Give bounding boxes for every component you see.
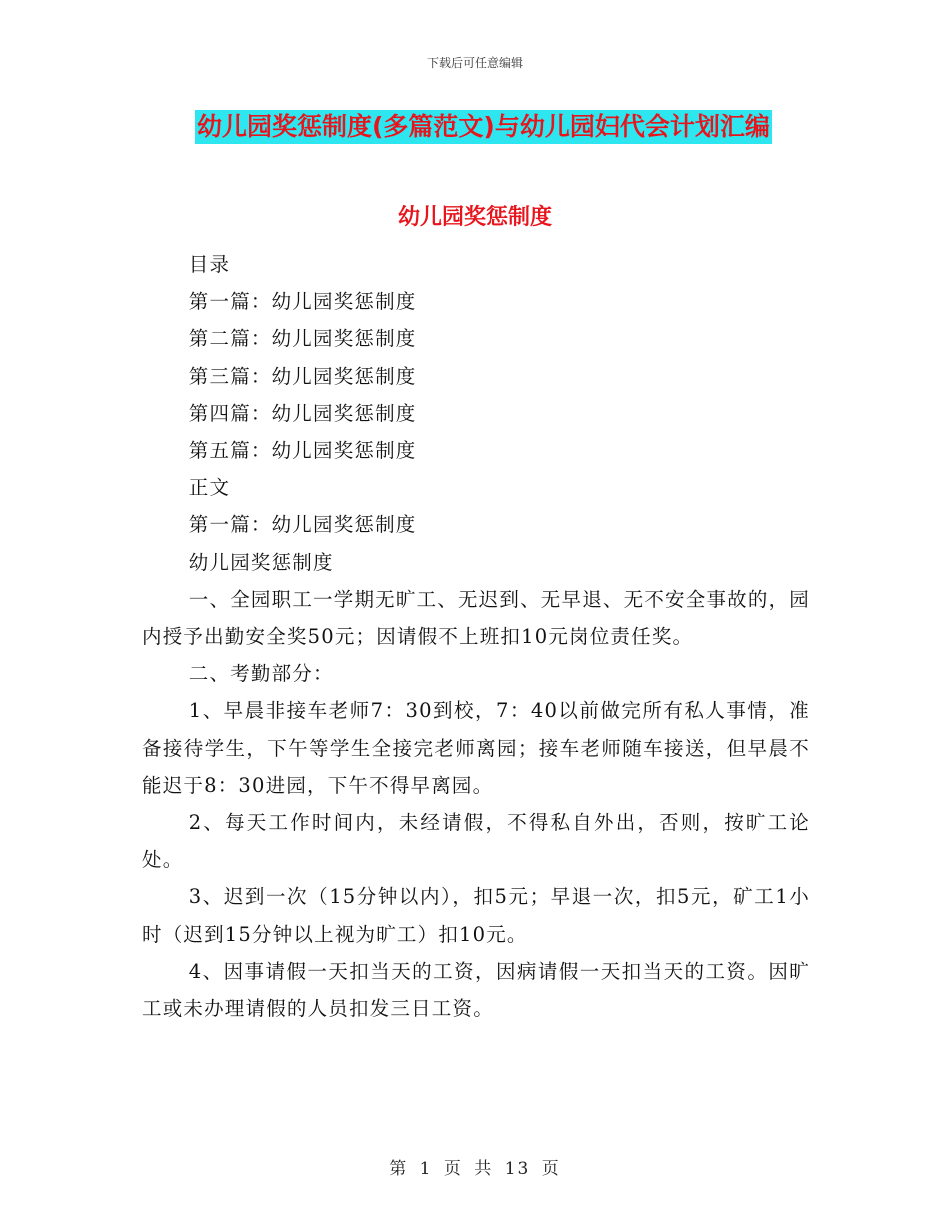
- paragraph-attendance-section: 二、考勤部分：: [188, 662, 334, 686]
- toc-item-3: 第三篇：幼儿园奖惩制度: [188, 364, 417, 388]
- section-title: 幼儿园奖惩制度: [397, 205, 552, 230]
- toc-item-4: 第四篇：幼儿园奖惩制度: [188, 401, 417, 425]
- paragraph-rule-2: 2、每天工作时间内，未经请假，不得私自外出，否则，按旷工论处。: [142, 811, 810, 872]
- chapter-heading: 第一篇：幼儿园奖惩制度: [188, 513, 417, 537]
- paragraph-attendance-award: 一、全园职工一学期无旷工、无迟到、无早退、无不安全事故的，园内授予出勤安全奖50元；因请假不上班扣10元岗位责任奖。: [142, 587, 810, 649]
- document-body: [142, 246, 810, 1027]
- main-title-container: [195, 110, 772, 144]
- paragraph-rule-1: 1、早晨非接车老师7：30到校，7：40以前做完所有私人事情，准备接待学生，下午等学生全接完老师离园；接车老师随车接送，但早晨不能迟于8：30进园，下午不得早离园。: [142, 699, 810, 797]
- chapter-subheading: 幼儿园奖惩制度: [188, 550, 334, 574]
- toc-item-5: 第五篇：幼儿园奖惩制度: [188, 439, 417, 463]
- page-footer: 第 1 页 共 13 页: [389, 1159, 561, 1179]
- header-note: 下载后可任意编辑: [426, 56, 523, 70]
- body-heading: 正文: [188, 476, 231, 500]
- paragraph-rule-3: 3、迟到一次（15分钟以内），扣5元；早退一次，扣5元，矿工1小时（迟到15分钟以上视为旷工）扣10元。: [142, 885, 810, 946]
- toc-item-1: 第一篇：幼儿园奖惩制度: [188, 290, 417, 314]
- toc-heading: 目录: [188, 253, 231, 276]
- paragraph-rule-4: 4、因事请假一天扣当天的工资，因病请假一天扣当天的工资。因旷工或未办理请假的人员扣发三日工资。: [142, 959, 810, 1021]
- main-title: 幼儿园奖惩制度(多篇范文)与幼儿园妇代会计划汇编: [195, 110, 772, 144]
- toc-item-2: 第二篇：幼儿园奖惩制度: [188, 327, 417, 351]
